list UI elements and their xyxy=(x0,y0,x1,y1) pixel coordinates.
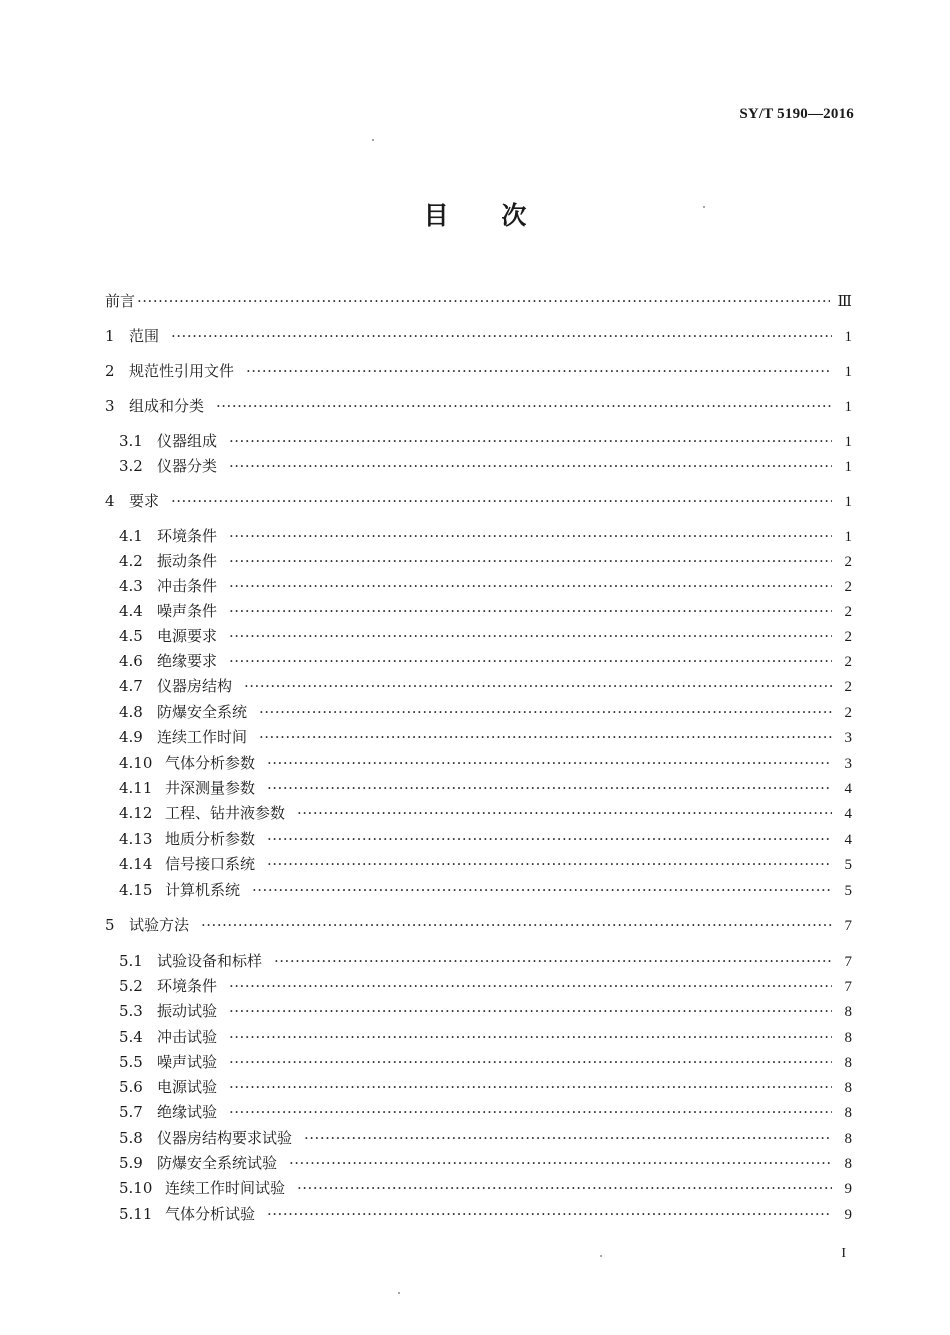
toc-entry[interactable] xyxy=(119,879,852,901)
toc-entry[interactable] xyxy=(119,525,852,547)
toc-leader-dots xyxy=(259,726,832,748)
toc-entry-page: 4 xyxy=(844,781,852,797)
toc-entry[interactable] xyxy=(119,1000,852,1022)
toc-entry[interactable] xyxy=(119,802,852,824)
toc-entry-number: 4.5 xyxy=(119,627,143,645)
toc-leader-dots xyxy=(289,1152,832,1174)
toc-entry-label: 噪声试验 xyxy=(157,1053,218,1071)
toc-entry-page: 9 xyxy=(844,1181,852,1197)
toc-entry-number: 4.7 xyxy=(119,677,143,695)
toc-entry[interactable] xyxy=(105,914,852,936)
toc-leader-dots xyxy=(171,490,832,512)
toc-entry-number: 5.11 xyxy=(119,1205,153,1223)
toc-leader-dots xyxy=(229,625,832,647)
toc-entry[interactable] xyxy=(119,828,852,850)
toc-entry-label: 组成和分类 xyxy=(129,397,205,415)
toc-leader-dots xyxy=(267,752,832,774)
toc-entry[interactable] xyxy=(119,550,852,572)
toc-entry-page: 8 xyxy=(844,1080,852,1096)
toc-entry-page: 8 xyxy=(844,1030,852,1046)
toc-entry[interactable] xyxy=(119,430,852,452)
toc-entry-label: 电源试验 xyxy=(157,1078,218,1096)
toc-entry-number: 4.11 xyxy=(119,779,153,797)
toc-entry[interactable] xyxy=(119,1177,852,1199)
toc-entry-number: 5.6 xyxy=(119,1078,143,1096)
toc-entry-number: 4.14 xyxy=(119,855,153,873)
toc-entry-label: 防爆安全系统 xyxy=(157,703,248,721)
toc-entry-page: 5 xyxy=(844,857,852,873)
toc-leader-dots xyxy=(171,325,832,347)
toc-entry-number: 5.4 xyxy=(119,1028,143,1046)
toc-leader-dots xyxy=(267,777,832,799)
toc-entry-page: 7 xyxy=(844,954,852,970)
toc-entry-label: 振动试验 xyxy=(157,1002,218,1020)
toc-leader-dots xyxy=(216,395,832,417)
toc-leader-dots xyxy=(267,1203,832,1225)
toc-leader-dots xyxy=(137,290,830,312)
toc-entry-number: 5.1 xyxy=(119,952,143,970)
toc-leader-dots xyxy=(297,802,832,824)
toc-entry-label: 环境条件 xyxy=(157,527,218,545)
toc-entry-number: 5.7 xyxy=(119,1103,143,1121)
toc-entry[interactable] xyxy=(105,395,852,417)
toc-entry-page: 9 xyxy=(844,1207,852,1223)
toc-entry-number: 4.12 xyxy=(119,804,153,822)
toc-entry-label: 计算机系统 xyxy=(165,881,241,899)
toc-entry-number: 4.2 xyxy=(119,552,143,570)
toc-leader-dots xyxy=(304,1127,832,1149)
toc-entry-page: 1 xyxy=(844,329,852,345)
toc-entry[interactable] xyxy=(119,1152,852,1174)
standard-code: SY/T 5190—2016 xyxy=(739,106,854,122)
toc-entry-page: 8 xyxy=(844,1105,852,1121)
toc-entry-page: 4 xyxy=(844,832,852,848)
toc-entry-page: 1 xyxy=(844,364,852,380)
toc-leader-dots xyxy=(267,828,832,850)
toc-entry-label: 冲击试验 xyxy=(157,1028,218,1046)
toc-leader-dots xyxy=(229,575,832,597)
toc-leader-dots xyxy=(246,360,832,382)
toc-entry[interactable] xyxy=(119,1127,852,1149)
toc-leader-dots xyxy=(297,1177,832,1199)
title-char-1: 目 xyxy=(423,201,449,230)
toc-entry[interactable] xyxy=(119,777,852,799)
toc-entry-page: 1 xyxy=(844,459,852,475)
toc-entry-number: 4.8 xyxy=(119,703,143,721)
toc-entry-page: 2 xyxy=(844,705,852,721)
toc-entry-number: 4.3 xyxy=(119,577,143,595)
toc-entry-label: 电源要求 xyxy=(157,627,218,645)
toc-entry-label: 绝缘要求 xyxy=(157,652,218,670)
toc-leader-dots xyxy=(259,701,832,723)
toc-entry-label: 气体分析参数 xyxy=(165,754,256,772)
toc-entry[interactable] xyxy=(119,1203,852,1225)
toc-entry-number: 4.9 xyxy=(119,728,143,746)
toc-entry[interactable] xyxy=(119,853,852,875)
toc-entry-page: 8 xyxy=(844,1055,852,1071)
toc-leader-dots xyxy=(201,914,832,936)
toc-entry[interactable] xyxy=(119,701,852,723)
toc-entry-label: 噪声条件 xyxy=(157,602,218,620)
toc-leader-dots xyxy=(229,1076,832,1098)
toc-entry-label: 工程、钻井液参数 xyxy=(165,804,286,822)
toc-entry[interactable] xyxy=(119,625,852,647)
toc-entry-page: 7 xyxy=(844,918,852,934)
toc-entry-label: 要求 xyxy=(129,492,160,510)
toc-entry-number: 4.15 xyxy=(119,881,153,899)
page-title xyxy=(0,196,950,232)
toc-entry-number: 4.10 xyxy=(119,754,153,772)
toc-entry-number: 4 xyxy=(105,492,115,510)
toc-entry-page: 8 xyxy=(844,1156,852,1172)
toc-entry[interactable] xyxy=(119,726,852,748)
toc-leader-dots xyxy=(229,975,832,997)
toc-entry-number: 5 xyxy=(105,916,115,934)
toc-entry[interactable] xyxy=(119,455,852,477)
toc-entry-number: 4.13 xyxy=(119,830,153,848)
toc-entry-page: 8 xyxy=(844,1004,852,1020)
toc-entry-label: 仪器组成 xyxy=(157,432,218,450)
toc-entry-page: 3 xyxy=(844,730,852,746)
toc-entry-number: 3 xyxy=(105,397,115,415)
toc-entry-page: 1 xyxy=(844,494,852,510)
toc-entry[interactable] xyxy=(119,1051,852,1073)
toc-entry[interactable] xyxy=(119,650,852,672)
toc-entry-number: 4.4 xyxy=(119,602,143,620)
toc-entry-page: 2 xyxy=(844,654,852,670)
toc-leader-dots xyxy=(229,525,832,547)
toc-entry[interactable] xyxy=(105,325,852,347)
title-char-2: 次 xyxy=(501,201,527,230)
toc-entry-page: 1 xyxy=(844,434,852,450)
toc-leader-dots xyxy=(229,1000,832,1022)
toc-entry-number: 5.8 xyxy=(119,1129,143,1147)
toc-entry-label: 试验方法 xyxy=(129,916,190,934)
toc-entry-page: 2 xyxy=(844,629,852,645)
toc-entry-page: 3 xyxy=(844,756,852,772)
toc-entry-label: 振动条件 xyxy=(157,552,218,570)
toc-entry-number: 5.9 xyxy=(119,1154,143,1172)
toc-entry[interactable] xyxy=(119,1076,852,1098)
toc-entry-page: 8 xyxy=(844,1131,852,1147)
toc-leader-dots xyxy=(229,1101,832,1123)
scan-speck xyxy=(600,1255,602,1257)
toc-entry-label: 范围 xyxy=(129,327,160,345)
toc-entry-number: 5.10 xyxy=(119,1179,153,1197)
toc-entry-label: 仪器分类 xyxy=(157,457,218,475)
toc-entry-number: 5.5 xyxy=(119,1053,143,1071)
toc-entry-label: 环境条件 xyxy=(157,977,218,995)
toc-entry-number: 1 xyxy=(105,327,115,345)
toc-entry[interactable] xyxy=(119,1101,852,1123)
toc-entry[interactable] xyxy=(119,950,852,972)
toc-entry-label: 规范性引用文件 xyxy=(129,362,235,380)
toc-entry-label: 地质分析参数 xyxy=(165,830,256,848)
toc-entry-page: 1 xyxy=(844,399,852,415)
toc-entry-label: 仪器房结构要求试验 xyxy=(157,1129,293,1147)
toc-entry-number: 3.1 xyxy=(119,432,143,450)
toc-entry-label: 试验设备和标样 xyxy=(157,952,263,970)
toc-leader-dots xyxy=(229,1051,832,1073)
toc-entry-label: 防爆安全系统试验 xyxy=(157,1154,278,1172)
toc-entry-page: 4 xyxy=(844,806,852,822)
toc-leader-dots xyxy=(252,879,832,901)
toc-entry-number: 2 xyxy=(105,362,115,380)
toc-entry-label: 气体分析试验 xyxy=(165,1205,256,1223)
toc-leader-dots xyxy=(229,1026,832,1048)
toc-entry-page: 2 xyxy=(844,579,852,595)
toc-entry-page: 5 xyxy=(844,883,852,899)
toc-entry-label: 井深测量参数 xyxy=(165,779,256,797)
toc-entry[interactable] xyxy=(119,1026,852,1048)
toc-entry-page: 1 xyxy=(844,529,852,545)
toc-leader-dots xyxy=(267,853,832,875)
toc-leader-dots xyxy=(229,650,832,672)
toc-entry[interactable] xyxy=(119,600,852,622)
toc-entry-label: 连续工作时间试验 xyxy=(165,1179,286,1197)
toc-entry-number: 4.6 xyxy=(119,652,143,670)
toc-entry-number: 4.1 xyxy=(119,527,143,545)
toc-entry-number: 5.3 xyxy=(119,1002,143,1020)
toc-leader-dots xyxy=(274,950,832,972)
toc-entry-number: 5.2 xyxy=(119,977,143,995)
toc-entry[interactable] xyxy=(119,575,852,597)
page-number: I xyxy=(841,1246,846,1261)
toc-entry-label: 冲击条件 xyxy=(157,577,218,595)
scan-speck xyxy=(398,1292,400,1294)
toc-leader-dots xyxy=(244,675,832,697)
toc-entry-label: 信号接口系统 xyxy=(165,855,256,873)
toc-entry-page: 2 xyxy=(844,679,852,695)
toc-entry[interactable] xyxy=(119,975,852,997)
toc-entry[interactable] xyxy=(105,360,852,382)
toc-leader-dots xyxy=(229,455,832,477)
toc-entry-label: 连续工作时间 xyxy=(157,728,248,746)
toc-entry-page: Ⅲ xyxy=(837,294,852,310)
toc-entry-number: 3.2 xyxy=(119,457,143,475)
toc-entry-page: 2 xyxy=(844,604,852,620)
scan-speck xyxy=(372,139,374,141)
toc-entry[interactable] xyxy=(105,290,852,312)
toc-entry[interactable] xyxy=(105,490,852,512)
toc-leader-dots xyxy=(229,430,832,452)
toc-leader-dots xyxy=(229,600,832,622)
toc-entry-page: 7 xyxy=(844,979,852,995)
toc-entry-page: 2 xyxy=(844,554,852,570)
toc-entry[interactable] xyxy=(119,675,852,697)
toc-entry-label: 仪器房结构 xyxy=(157,677,233,695)
toc-entry[interactable] xyxy=(119,752,852,774)
toc-entry-label: 绝缘试验 xyxy=(157,1103,218,1121)
scan-speck xyxy=(703,206,705,208)
toc-entry-label: 前言 xyxy=(105,292,136,310)
toc-leader-dots xyxy=(229,550,832,572)
